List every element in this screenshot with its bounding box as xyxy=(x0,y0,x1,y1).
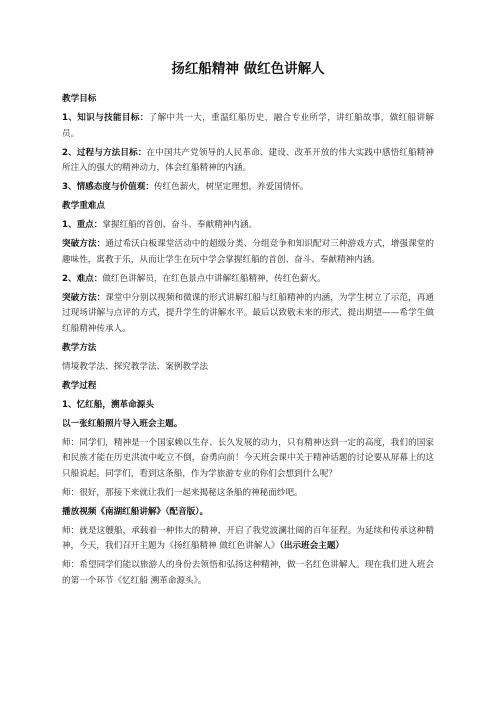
process-heading: 教学过程 xyxy=(62,380,97,391)
method-label: 突破方法： xyxy=(62,292,106,303)
paragraph-text: 师：就是这艘船，承载着一种伟大的精神，开启了我党波澜壮阔的百年征程。为延续和传承这种精神，今天，我们召开主题为《扬红船精神 做红色讲解人》 xyxy=(62,525,434,552)
objective-label: 3、情感态度与价值观： xyxy=(62,182,154,193)
difficulty-paragraph xyxy=(62,272,434,288)
methods-text: 情境教学法、探究教学法、案例教学法 xyxy=(62,361,209,372)
objective-item-2 xyxy=(62,146,434,177)
focus-label: 1、重点： xyxy=(62,220,103,231)
teacher-paragraph-4: 师：希望同学们能以旅游人的身份去领悟和弘扬这种精神，做一名红色讲解人。现在我们进入班会的第一个环节《忆红船 溯革命源头》。 xyxy=(62,560,434,587)
show-theme-note: （出示班会主题） xyxy=(279,541,345,552)
methods-heading: 教学方法 xyxy=(62,342,97,353)
objective-text: 了解中共一大，重温红船历史，融合专业所学，讲红船故事，做红船讲解员。 xyxy=(62,112,434,139)
document-page xyxy=(62,60,434,593)
step1-title: 1、忆红船，溯革命源头 xyxy=(62,399,154,410)
document-title: 扬红船精神 做红色讲解人 xyxy=(171,61,325,77)
objective-label: 1、知识与技能目标： xyxy=(62,112,149,123)
video-line: 播放视频《南湖红船讲解》（配音版）。 xyxy=(62,506,209,517)
teacher-paragraph-2: 师：很好，那接下来就让我们一起来揭秘这条船的神秘面纱吧。 xyxy=(62,487,303,498)
objectives-heading: 教学目标 xyxy=(62,94,97,104)
keypoints-heading: 教学重难点 xyxy=(62,201,105,212)
focus-text: 掌握红船的首创、奋斗、奉献精神内涵。 xyxy=(102,220,258,231)
focus-method-paragraph xyxy=(62,237,434,268)
method-text: 通过希沃白板课堂活动中的超级分类、分组竞争和知识配对三种游戏方式，增强课堂的趣味性，寓教于乐，从而让学生在玩中学会掌握红船的首创、奋斗、奉献精神内涵。 xyxy=(62,239,434,265)
focus-paragraph xyxy=(62,218,434,234)
difficulty-method-paragraph xyxy=(62,291,434,338)
teacher-paragraph-1: 师：同学们，精神是一个国家赖以生存、长久发展的动力，只有精神达到一定的高度，我们的国家和民族才能在历史洪流中屹立不倒，奋勇向前！今天班会课中关于精神话题的讨论要从屏幕上的这只船说起。同学们，看到这条船，作为学旅游专业的你们会想到什么呢？ xyxy=(62,437,434,479)
objective-item-3 xyxy=(62,180,434,196)
objective-label: 2、过程与方法目标： xyxy=(62,147,147,158)
teacher-paragraph-3 xyxy=(62,524,434,555)
objective-item-1 xyxy=(62,111,434,142)
difficulty-label: 2、难点： xyxy=(62,273,103,284)
objective-text: 传红色薪火，树坚定理想，养爱国情怀。 xyxy=(153,182,309,193)
method-text: 课堂中分别以视频和微课的形式讲解红船与红船精神的内涵，为学生树立了示范，再通过现场讲解与点评的方式，提升学生的讲解水平。最后以致敬未来的形式，提出期望——希学生做红船精神传承人。 xyxy=(62,292,434,334)
difficulty-text: 做红色讲解员，在红色景点中讲解红船精神，传红色薪火。 xyxy=(102,273,326,284)
objective-text: 在中国共产党领导的人民革命、建设、改革开放的伟大实践中感悟红船精神所注入的强大的精神动力，体会红船精神的内涵。 xyxy=(62,147,434,174)
method-label: 突破方法： xyxy=(62,239,106,250)
intro-line: 以一张红船照片导入班会主题。 xyxy=(62,418,183,429)
